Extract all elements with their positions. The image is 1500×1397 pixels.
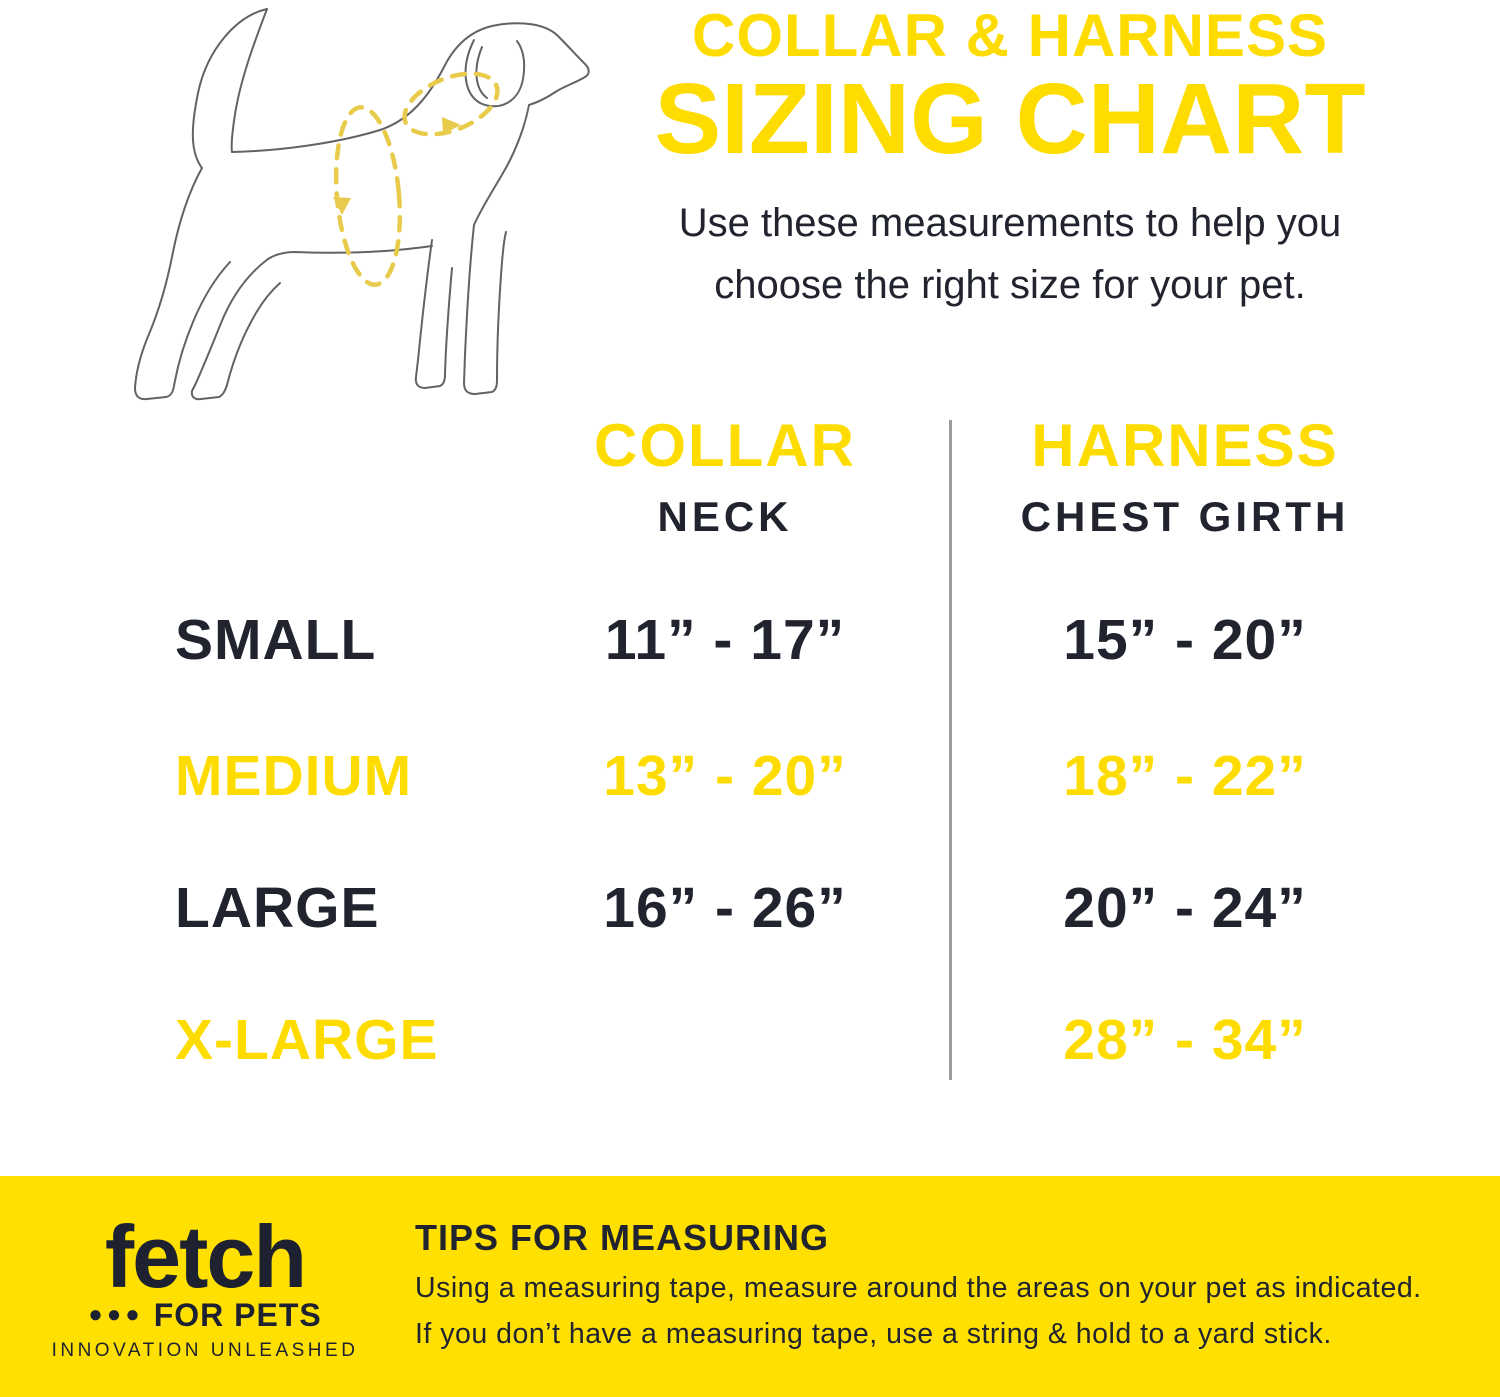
title-line-2: SIZING CHART xyxy=(654,63,1366,175)
size-label: MEDIUM xyxy=(175,744,413,808)
collar-column-header xyxy=(495,412,955,540)
collar-value: 11” - 17” xyxy=(604,608,846,672)
collar-measure-label: NECK xyxy=(657,493,793,540)
logo-tagline: INNOVATION UNLEASHED xyxy=(51,1340,359,1361)
tips-line-2: If you don’t have a measuring tape, use a string & hold to a yard stick. xyxy=(415,1318,1332,1350)
harness-measure-line xyxy=(329,105,406,288)
harness-value: 18” - 22” xyxy=(1063,744,1307,808)
harness-measure-label: CHEST GIRTH xyxy=(1020,493,1350,540)
table-row-x-large xyxy=(0,1010,1500,1072)
subtitle-line-2: choose the right size for your pet. xyxy=(714,263,1306,307)
harness-value: 28” - 34” xyxy=(1063,1008,1307,1072)
size-label: LARGE xyxy=(175,876,380,940)
tips-section xyxy=(415,1218,1455,1350)
logo-subline xyxy=(50,1298,360,1332)
collar-value: 13” - 20” xyxy=(603,744,847,808)
tips-title: TIPS FOR MEASURING xyxy=(415,1217,830,1258)
logo-for-pets: FOR PETS xyxy=(153,1297,322,1333)
collar-value: 16” - 26” xyxy=(603,876,847,940)
harness-column-header xyxy=(955,412,1415,540)
tips-line-1: Using a measuring tape, measure around the areas on your pet as indicated. xyxy=(415,1272,1422,1304)
table-row-large xyxy=(0,878,1500,940)
subtitle-line-1: Use these measurements to help you xyxy=(678,201,1342,245)
size-label: SMALL xyxy=(175,608,377,672)
harness-value: 15” - 20” xyxy=(1063,608,1307,672)
dog-outline xyxy=(135,9,589,399)
subtitle xyxy=(640,192,1380,316)
table-row-medium xyxy=(0,746,1500,808)
logo-wordmark: fetch xyxy=(104,1207,306,1306)
logo-dots-icon: ●●● xyxy=(88,1301,144,1328)
harness-value: 20” - 24” xyxy=(1063,876,1307,940)
fetch-logo xyxy=(50,1207,360,1362)
table-row-small xyxy=(0,610,1500,672)
header xyxy=(640,0,1380,316)
dog-illustration xyxy=(80,0,635,420)
title-line-1: COLLAR & HARNESS xyxy=(691,2,1328,69)
collar-group-label: COLLAR xyxy=(594,412,856,479)
collar-measure-line xyxy=(396,62,506,147)
size-label: X-LARGE xyxy=(175,1008,439,1072)
harness-group-label: HARNESS xyxy=(1031,412,1339,479)
